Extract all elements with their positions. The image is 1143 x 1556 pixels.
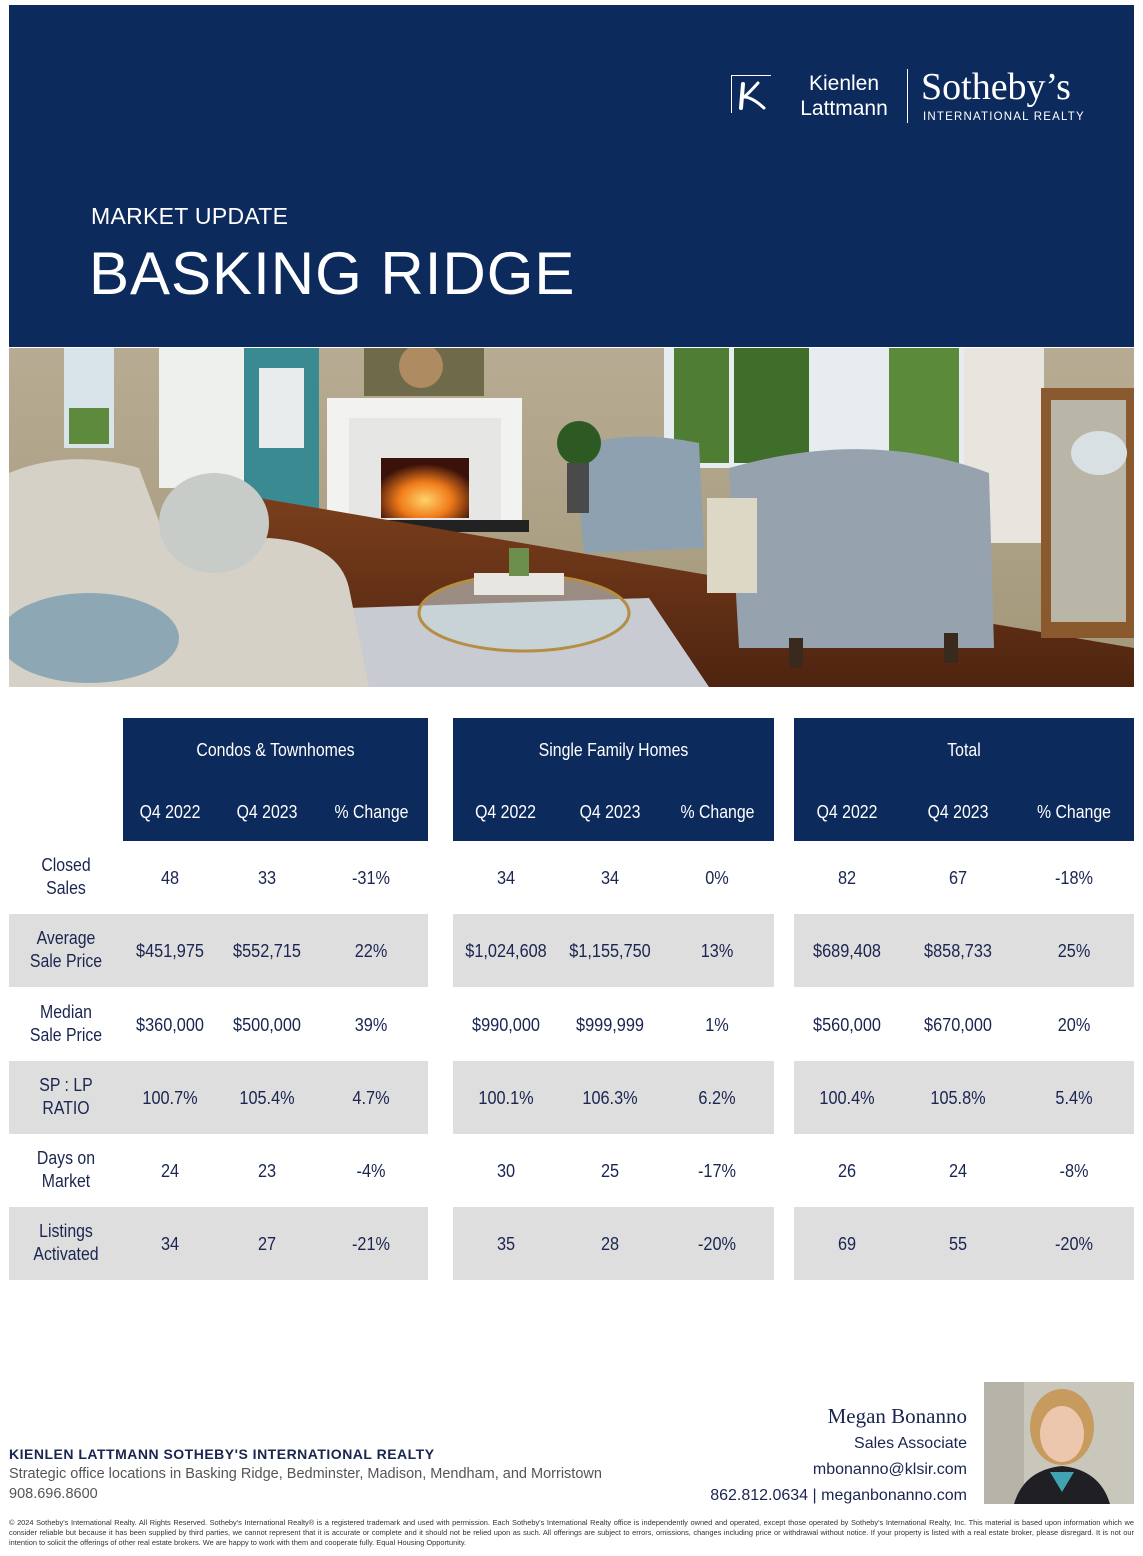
- table-cell: 55: [948, 1233, 968, 1254]
- table-cell: $552,715: [233, 940, 301, 961]
- row-label-line: Average: [36, 928, 96, 948]
- table-cell: 48: [160, 867, 180, 888]
- table-cell: 34: [496, 867, 516, 888]
- row-label-line: RATIO: [42, 1098, 90, 1118]
- table-cell: $451,975: [136, 940, 204, 961]
- row-label-line: Sale Price: [29, 951, 103, 971]
- logo-international-realty: INTERNATIONAL REALTY: [923, 111, 1085, 123]
- legal-disclaimer: © 2024 Sotheby's International Realty. All Rights Reserved. Sotheby's International Realty® is a registered trademark and used with permission. Each Sotheby's International Realty office is independently owned and operated, except those operated by Sotheby's International Realty, Inc. This material is based upon information which we consider reliable but because it has been supplied by third parties, we cannot represent that it is accurate or complete and it should not be relied upon as such. All offerings are subject to errors, omissions, changes including price or withdrawal without notice. If your property is listed with a real estate broker, please disregard. It is not our intention to solicit the offerings of other real estate brokers. We are happy to work with them and cooperate fully. Equal Housing Opportunity.: [9, 1518, 1134, 1547]
- table-cell: 4.7%: [352, 1087, 390, 1108]
- table-cell: $999,999: [576, 1014, 644, 1035]
- table-cell: 100.1%: [478, 1087, 534, 1108]
- table-cell: $670,000: [924, 1014, 992, 1035]
- table-cell: 22%: [354, 940, 388, 961]
- table-cell: 6.2%: [698, 1087, 736, 1108]
- table-cell: 34: [600, 867, 620, 888]
- row-label: [16, 1074, 116, 1120]
- office-locations: Strategic office locations in Basking Ridge, Bedminster, Madison, Mendham, and Morristown: [9, 1466, 602, 1482]
- table-cell: 27: [257, 1233, 277, 1254]
- logo-divider: [907, 69, 908, 123]
- row-label-line: Sales: [46, 878, 86, 898]
- group-title: Condos & Townhomes: [196, 740, 355, 760]
- row-label-line: Market: [41, 1171, 91, 1191]
- col-head-change: % Change: [1037, 802, 1111, 822]
- table-cell: 25%: [1057, 940, 1091, 961]
- row-label: [16, 854, 116, 900]
- col-head-q4-2023: Q4 2023: [579, 802, 641, 822]
- table-cell: $990,000: [472, 1014, 540, 1035]
- table-cell: 69: [837, 1233, 857, 1254]
- row-label: [16, 1001, 116, 1047]
- group-header-total: [794, 718, 1134, 841]
- row-label-line: Listings: [39, 1221, 93, 1241]
- row-label: [16, 1220, 116, 1266]
- table-cell: 23: [257, 1160, 277, 1181]
- table-cell: 33: [257, 867, 277, 888]
- table-cell: 20%: [1057, 1014, 1091, 1035]
- table-cell: 105.4%: [239, 1087, 295, 1108]
- table-cell: 105.8%: [930, 1087, 986, 1108]
- logo-sothebys: Sotheby’s: [921, 66, 1071, 108]
- row-label: [16, 927, 116, 973]
- table-cell: $1,024,608: [465, 940, 547, 961]
- table-cell: 67: [948, 867, 968, 888]
- row-label-line: SP : LP: [39, 1075, 93, 1095]
- table-cell: 13%: [700, 940, 734, 961]
- table-cell: 34: [160, 1233, 180, 1254]
- table-cell: $500,000: [233, 1014, 301, 1035]
- page-kicker: MARKET UPDATE: [91, 203, 289, 229]
- table-cell: 5.4%: [1055, 1087, 1093, 1108]
- table-cell: $560,000: [813, 1014, 881, 1035]
- group-title: Total: [947, 740, 981, 760]
- logo-kienlen-lattmann: [789, 71, 899, 121]
- agent-email[interactable]: mbonanno@klsir.com: [812, 1461, 967, 1478]
- agent-name: Megan Bonanno: [827, 1404, 967, 1428]
- col-head-q4-2022: Q4 2022: [475, 802, 536, 822]
- page-title: BASKING RIDGE: [89, 240, 576, 307]
- living-room-photo: [9, 348, 1134, 687]
- table-cell: 39%: [354, 1014, 388, 1035]
- agent-headshot: [984, 1382, 1134, 1504]
- kl-monogram-icon: [731, 75, 771, 113]
- row-label-line: Activated: [33, 1244, 99, 1264]
- table-cell: 100.4%: [819, 1087, 875, 1108]
- table-cell: 28: [600, 1233, 620, 1254]
- table-cell: $1,155,750: [569, 940, 651, 961]
- col-head-q4-2022: Q4 2022: [139, 802, 201, 822]
- col-head-change: % Change: [680, 802, 755, 822]
- col-head-change: % Change: [334, 802, 409, 822]
- table-cell: -4%: [356, 1160, 386, 1181]
- table-cell: -31%: [351, 867, 391, 888]
- table-cell: 0%: [705, 867, 729, 888]
- group-header-single-family: [453, 718, 774, 841]
- table-cell: 100.7%: [142, 1087, 198, 1108]
- group-title: Single Family Homes: [538, 740, 689, 760]
- col-head-q4-2022: Q4 2022: [816, 802, 878, 822]
- agent-phone-website[interactable]: 862.812.0634 | meganbonanno.com: [710, 1487, 967, 1504]
- brand-logo: [731, 65, 1091, 129]
- row-label-line: Days on: [36, 1148, 96, 1168]
- table-cell: -8%: [1059, 1160, 1089, 1181]
- table-cell: 24: [948, 1160, 968, 1181]
- table-cell: 24: [160, 1160, 180, 1181]
- table-cell: $858,733: [924, 940, 992, 961]
- table-cell: -17%: [697, 1160, 737, 1181]
- table-cell: -21%: [351, 1233, 391, 1254]
- office-name: KIENLEN LATTMANN SOTHEBY'S INTERNATIONAL REALTY: [9, 1446, 435, 1462]
- col-head-q4-2023: Q4 2023: [927, 802, 989, 822]
- table-cell: 106.3%: [582, 1087, 638, 1108]
- header-banner: [9, 5, 1134, 347]
- logo-lattmann: Lattmann: [800, 97, 888, 120]
- table-cell: 82: [837, 867, 857, 888]
- table-cell: -18%: [1054, 867, 1094, 888]
- table-cell: $360,000: [136, 1014, 204, 1035]
- logo-kienlen: Kienlen: [808, 72, 880, 95]
- row-label-line: Median: [40, 1002, 92, 1022]
- row-label-line: Sale Price: [29, 1025, 103, 1045]
- table-cell: -20%: [1054, 1233, 1094, 1254]
- table-cell: $689,408: [813, 940, 881, 961]
- col-head-q4-2023: Q4 2023: [236, 802, 298, 822]
- table-cell: 25: [600, 1160, 620, 1181]
- table-cell: 35: [496, 1233, 516, 1254]
- row-label-line: Closed: [41, 855, 91, 875]
- table-cell: 30: [496, 1160, 516, 1181]
- table-cell: 1%: [705, 1014, 729, 1035]
- table-cell: -20%: [697, 1233, 737, 1254]
- group-header-condos: [123, 718, 428, 841]
- agent-role: Sales Associate: [854, 1435, 967, 1452]
- table-cell: 26: [837, 1160, 857, 1181]
- office-phone[interactable]: 908.696.8600: [9, 1486, 98, 1502]
- row-label: [16, 1147, 116, 1193]
